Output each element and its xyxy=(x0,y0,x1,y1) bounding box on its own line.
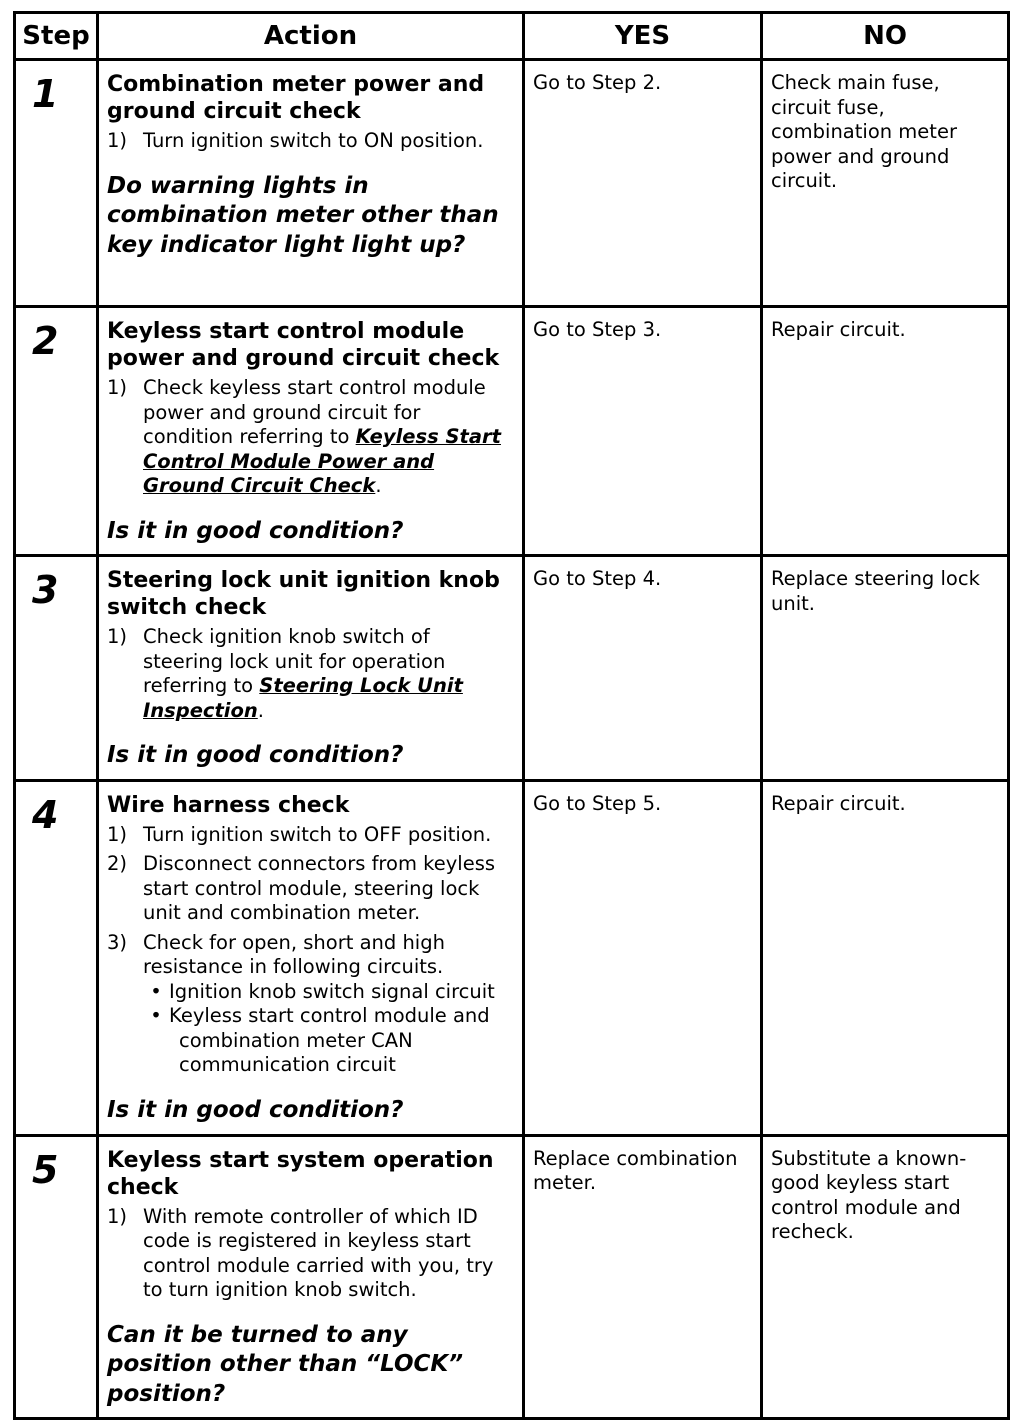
bullet-item xyxy=(143,1004,514,1078)
action-cell xyxy=(98,307,524,556)
action-cell xyxy=(98,556,524,781)
sub-step-text-block xyxy=(143,931,514,1078)
step-title: Keyless start system operation check xyxy=(107,1147,494,1200)
no-cell: Repair circuit. xyxy=(762,780,1009,1135)
bullet-text-block xyxy=(169,1004,514,1078)
sub-step-number: 2) xyxy=(107,852,128,875)
sub-step-text: Disconnect connectors from keyless start control module, steering lock unit and combination meter. xyxy=(143,852,496,924)
troubleshooting-table xyxy=(13,11,1010,1420)
yes-cell: Go to Step 4. xyxy=(524,556,762,781)
step-title: Keyless start control module power and ground circuit check xyxy=(107,319,500,371)
reference-link[interactable]: Keyless Start Control Module Power and Ground Circuit Check xyxy=(143,425,501,497)
troubleshooting-table-container xyxy=(13,11,1007,1420)
bullet-text-line: combination meter CAN xyxy=(179,1028,413,1052)
step-question: Is it in good condition? xyxy=(107,742,404,768)
action-cell xyxy=(98,60,524,307)
no-cell: Repair circuit. xyxy=(762,307,1009,556)
step-title: Combination meter power and ground circuit check xyxy=(107,72,485,124)
bullet-text-line: Keyless start control module and xyxy=(169,1004,490,1027)
sub-step-number: 1) xyxy=(107,822,128,846)
sub-step-number: 1) xyxy=(107,1204,128,1228)
step-question: Do warning lights in combination meter other than key indicator light light up? xyxy=(107,172,499,258)
sub-step xyxy=(107,129,514,154)
step-row-3 xyxy=(15,556,1009,781)
step-question: Is it in good condition? xyxy=(107,1096,404,1123)
sub-step xyxy=(107,852,514,926)
action-cell xyxy=(98,780,524,1135)
sub-step xyxy=(107,823,514,848)
sub-step-number: 1) xyxy=(107,625,128,648)
sub-step-number: 3) xyxy=(107,930,128,954)
sub-step-text-pre: Check keyless start control module power and ground circuit for condition referring to xyxy=(143,376,486,448)
bullet-text: Ignition knob switch signal circuit xyxy=(169,979,495,1003)
bullet-text-line: communication circuit xyxy=(179,1053,396,1076)
sub-step xyxy=(107,1205,514,1303)
action-cell xyxy=(98,1135,524,1419)
step-row-5 xyxy=(15,1135,1009,1419)
step-row-4 xyxy=(15,780,1009,1135)
sub-step xyxy=(107,625,514,723)
sub-step-text-post: . xyxy=(257,698,264,722)
sub-step-text: Check for open, short and high resistance in following circuits. xyxy=(143,930,445,978)
step-number: 3 xyxy=(15,556,98,781)
sub-step xyxy=(107,376,514,499)
header-row xyxy=(15,13,1009,60)
yes-cell: Go to Step 5. xyxy=(524,780,762,1135)
step-row-2 xyxy=(15,307,1009,556)
no-cell: Check main fuse, circuit fuse, combination meter power and ground circuit. xyxy=(762,60,1009,307)
sub-step-text: Turn ignition switch to ON position. xyxy=(143,129,484,152)
step-number: 1 xyxy=(15,60,98,307)
sub-step-text: Turn ignition switch to OFF position. xyxy=(143,822,492,846)
step-question: Can it be turned to any position other than “LOCK” position? xyxy=(107,1321,464,1407)
bullet-icon: • xyxy=(150,1004,162,1027)
yes-cell: Go to Step 3. xyxy=(524,307,762,556)
reference-link[interactable]: Steering Lock Unit Inspection xyxy=(143,674,463,722)
sub-step-text-pre: Check ignition knob switch of steering lock unit for operation referring to xyxy=(143,625,446,697)
bullet-icon: • xyxy=(150,979,162,1003)
step-number: 5 xyxy=(15,1135,98,1419)
no-cell: Replace steering lock unit. xyxy=(762,556,1009,781)
sub-step-text xyxy=(143,625,514,723)
sub-step-text-post: . xyxy=(375,474,382,497)
header-yes: YES xyxy=(524,13,762,60)
bullet-item xyxy=(143,980,514,1005)
sub-step-text xyxy=(143,376,514,499)
header-no: NO xyxy=(762,13,1009,60)
header-step: Step xyxy=(15,13,98,60)
sub-step xyxy=(107,931,514,1078)
step-question: Is it in good condition? xyxy=(107,517,404,544)
step-number: 4 xyxy=(15,780,98,1135)
sub-step-number: 1) xyxy=(107,376,128,399)
sub-step-text: With remote controller of which ID code is registered in keyless start control module carried with you, try to turn ignition knob switch. xyxy=(143,1204,494,1301)
step-row-1 xyxy=(15,60,1009,307)
sub-step-number: 1) xyxy=(107,129,128,152)
header-action: Action xyxy=(98,13,524,60)
yes-cell: Go to Step 2. xyxy=(524,60,762,307)
step-number: 2 xyxy=(15,307,98,556)
step-title: Steering lock unit ignition knob switch check xyxy=(107,568,500,620)
step-title: Wire harness check xyxy=(107,792,350,818)
no-cell: Substitute a known-good keyless start control module and recheck. xyxy=(762,1135,1009,1419)
yes-cell: Replace combination meter. xyxy=(524,1135,762,1419)
